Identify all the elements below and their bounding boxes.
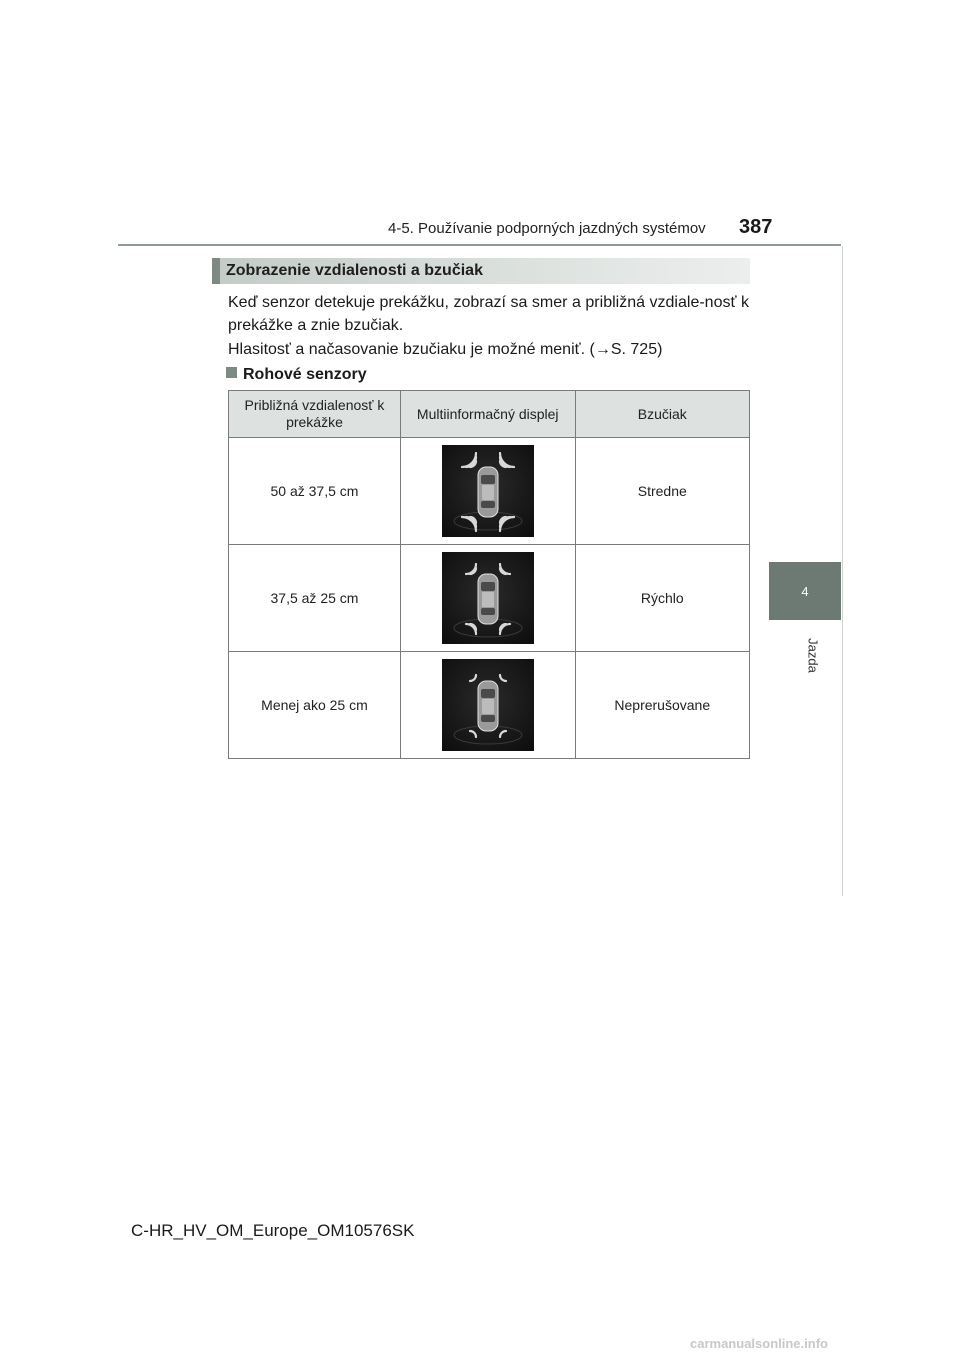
windshield-icon xyxy=(481,475,495,484)
header-rule xyxy=(118,244,841,246)
multi-info-display-icon xyxy=(442,659,534,751)
rear-window-icon xyxy=(481,501,495,508)
body-paragraph-2: Hlasitosť a načasovanie bzučiaku je možné meniť. (→S. 725) xyxy=(228,341,663,358)
body-paragraph-1: Keď senzor detekuje prekážku, zobrazí sa smer a približná vzdiale-nosť k prekážke a znie bzučiak. xyxy=(228,294,749,334)
multi-info-display-icon xyxy=(442,552,534,644)
cell-distance: 37,5 až 25 cm xyxy=(229,545,401,652)
cell-buzzer: Stredne xyxy=(575,438,749,545)
chapter-label: Jazda xyxy=(805,638,821,673)
table-row xyxy=(229,652,750,759)
roof-icon xyxy=(482,592,494,607)
table-row xyxy=(229,545,750,652)
watermark: carmanualsonline.info xyxy=(690,1336,828,1351)
cell-distance: 50 až 37,5 cm xyxy=(229,438,401,545)
square-bullet-icon xyxy=(226,367,237,378)
header-display: Multiinformačný displej xyxy=(400,391,575,438)
rear-window-icon xyxy=(481,715,495,722)
table-row xyxy=(229,438,750,545)
roof-icon xyxy=(482,485,494,500)
section-title: Zobrazenie vzdialenosti a bzučiak xyxy=(226,262,483,279)
section-heading-bar xyxy=(212,258,750,284)
windshield-icon xyxy=(481,582,495,591)
chapter-number: 4 xyxy=(801,583,809,599)
cell-buzzer: Neprerušovane xyxy=(575,652,749,759)
cell-display xyxy=(400,652,575,759)
roof-icon xyxy=(482,699,494,714)
side-divider xyxy=(842,246,843,896)
table-header-row xyxy=(229,391,750,438)
chapter-tab[interactable] xyxy=(769,562,841,620)
cell-distance: Menej ako 25 cm xyxy=(229,652,401,759)
document-code: C-HR_HV_OM_Europe_OM10576SK xyxy=(131,1221,415,1240)
subsection-title: Rohové senzory xyxy=(243,366,367,383)
multi-info-display-icon xyxy=(442,445,534,537)
header-buzzer: Bzučiak xyxy=(575,391,749,438)
distance-buzzer-table xyxy=(228,390,750,759)
windshield-icon xyxy=(481,689,495,698)
running-header-section: 4-5. Používanie podporných jazdných systémov xyxy=(388,220,706,237)
page-number: 387 xyxy=(739,216,773,238)
subsection-heading xyxy=(226,366,367,384)
cell-buzzer: Rýchlo xyxy=(575,545,749,652)
header-distance: Približná vzdialenosť k prekážke xyxy=(229,391,401,438)
cell-display xyxy=(400,438,575,545)
rear-window-icon xyxy=(481,608,495,615)
cell-display xyxy=(400,545,575,652)
